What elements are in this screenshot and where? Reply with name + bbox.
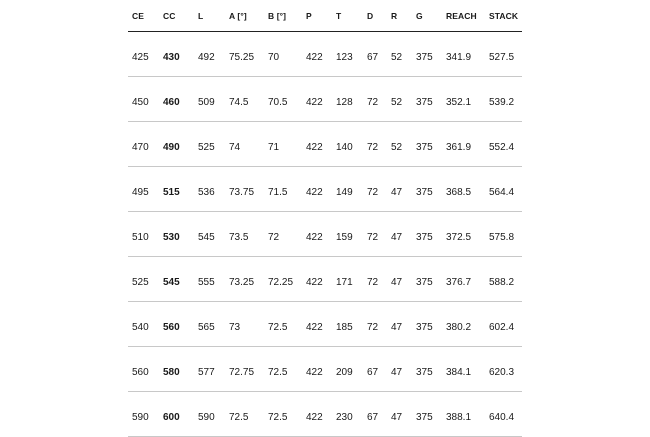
- table-row: [128, 32, 522, 77]
- cell-g: 375: [416, 232, 433, 243]
- cell-d: 72: [367, 142, 379, 153]
- header-p: P: [306, 11, 312, 21]
- cell-t: 128: [336, 97, 353, 108]
- cell-g: 375: [416, 277, 433, 288]
- cell-t: 140: [336, 142, 353, 153]
- cell-l: 536: [198, 187, 215, 198]
- cell-a: 75.25: [229, 52, 255, 63]
- cell-l: 492: [198, 52, 215, 63]
- cell-stack: 539.2: [489, 97, 515, 108]
- cell-d: 67: [367, 412, 379, 423]
- cell-cc: 560: [163, 322, 180, 333]
- cell-b: 70.5: [268, 97, 288, 108]
- cell-cc: 490: [163, 142, 180, 153]
- cell-t: 185: [336, 322, 353, 333]
- cell-r: 52: [391, 142, 403, 153]
- cell-g: 375: [416, 52, 433, 63]
- cell-a: 74.5: [229, 97, 249, 108]
- cell-t: 159: [336, 232, 353, 243]
- cell-r: 47: [391, 277, 403, 288]
- cell-r: 47: [391, 367, 403, 378]
- cell-p: 422: [306, 142, 323, 153]
- cell-l: 509: [198, 97, 215, 108]
- geometry-table: [128, 0, 522, 437]
- cell-p: 422: [306, 52, 323, 63]
- cell-ce: 425: [132, 52, 149, 63]
- cell-g: 375: [416, 187, 433, 198]
- cell-r: 47: [391, 322, 403, 333]
- cell-b: 72: [268, 232, 280, 243]
- cell-b: 72.5: [268, 412, 288, 423]
- cell-b: 71.5: [268, 187, 288, 198]
- cell-g: 375: [416, 412, 433, 423]
- cell-stack: 564.4: [489, 187, 515, 198]
- cell-ce: 450: [132, 97, 149, 108]
- cell-d: 72: [367, 232, 379, 243]
- cell-l: 545: [198, 232, 215, 243]
- cell-ce: 525: [132, 277, 149, 288]
- cell-p: 422: [306, 97, 323, 108]
- cell-t: 149: [336, 187, 353, 198]
- cell-cc: 515: [163, 187, 180, 198]
- table-row: [128, 257, 522, 302]
- cell-reach: 368.5: [446, 187, 472, 198]
- cell-cc: 430: [163, 52, 180, 63]
- cell-cc: 460: [163, 97, 180, 108]
- header-cc: CC: [163, 11, 176, 21]
- header-reach: REACH: [446, 11, 477, 21]
- cell-reach: 380.2: [446, 322, 472, 333]
- table-header-row: [128, 0, 522, 32]
- cell-stack: 602.4: [489, 322, 515, 333]
- cell-g: 375: [416, 322, 433, 333]
- cell-ce: 470: [132, 142, 149, 153]
- cell-d: 72: [367, 277, 379, 288]
- cell-p: 422: [306, 277, 323, 288]
- cell-t: 123: [336, 52, 353, 63]
- cell-stack: 588.2: [489, 277, 515, 288]
- cell-ce: 560: [132, 367, 149, 378]
- header-ce: CE: [132, 11, 145, 21]
- cell-a: 73.5: [229, 232, 249, 243]
- cell-cc: 545: [163, 277, 180, 288]
- cell-reach: 361.9: [446, 142, 472, 153]
- table-row: [128, 167, 522, 212]
- header-t: T: [336, 11, 342, 21]
- cell-reach: 352.1: [446, 97, 472, 108]
- cell-b: 72.25: [268, 277, 294, 288]
- cell-stack: 575.8: [489, 232, 515, 243]
- cell-ce: 540: [132, 322, 149, 333]
- cell-stack: 527.5: [489, 52, 515, 63]
- cell-ce: 590: [132, 412, 149, 423]
- cell-stack: 552.4: [489, 142, 515, 153]
- table-row: [128, 347, 522, 392]
- cell-a: 74: [229, 142, 241, 153]
- cell-a: 73: [229, 322, 241, 333]
- cell-g: 375: [416, 142, 433, 153]
- cell-l: 577: [198, 367, 215, 378]
- cell-l: 525: [198, 142, 215, 153]
- cell-b: 72.5: [268, 322, 288, 333]
- cell-t: 171: [336, 277, 353, 288]
- cell-a: 72.5: [229, 412, 249, 423]
- cell-r: 52: [391, 97, 403, 108]
- header-d: D: [367, 11, 374, 21]
- header-r: R: [391, 11, 398, 21]
- cell-g: 375: [416, 97, 433, 108]
- table-row: [128, 302, 522, 347]
- cell-b: 72.5: [268, 367, 288, 378]
- cell-p: 422: [306, 232, 323, 243]
- cell-l: 565: [198, 322, 215, 333]
- cell-d: 72: [367, 322, 379, 333]
- cell-p: 422: [306, 187, 323, 198]
- header-b: B [°]: [268, 11, 287, 21]
- cell-cc: 580: [163, 367, 180, 378]
- header-g: G: [416, 11, 423, 21]
- cell-t: 209: [336, 367, 353, 378]
- table-row: [128, 392, 522, 437]
- cell-r: 47: [391, 232, 403, 243]
- cell-ce: 495: [132, 187, 149, 198]
- cell-r: 47: [391, 412, 403, 423]
- header-l: L: [198, 11, 204, 21]
- cell-r: 47: [391, 187, 403, 198]
- cell-b: 70: [268, 52, 280, 63]
- cell-l: 555: [198, 277, 215, 288]
- cell-stack: 640.4: [489, 412, 515, 423]
- header-a: A [°]: [229, 11, 247, 21]
- cell-a: 73.25: [229, 277, 255, 288]
- cell-cc: 530: [163, 232, 180, 243]
- cell-d: 72: [367, 187, 379, 198]
- cell-reach: 372.5: [446, 232, 472, 243]
- cell-ce: 510: [132, 232, 149, 243]
- cell-reach: 376.7: [446, 277, 472, 288]
- cell-b: 71: [268, 142, 280, 153]
- header-stack: STACK: [489, 11, 519, 21]
- cell-stack: 620.3: [489, 367, 515, 378]
- cell-p: 422: [306, 367, 323, 378]
- table-row: [128, 77, 522, 122]
- cell-a: 72.75: [229, 367, 255, 378]
- cell-d: 67: [367, 367, 379, 378]
- table-body: [128, 32, 522, 437]
- cell-reach: 341.9: [446, 52, 472, 63]
- cell-a: 73.75: [229, 187, 255, 198]
- cell-r: 52: [391, 52, 403, 63]
- cell-t: 230: [336, 412, 353, 423]
- cell-p: 422: [306, 412, 323, 423]
- cell-p: 422: [306, 322, 323, 333]
- cell-d: 67: [367, 52, 379, 63]
- table-row: [128, 212, 522, 257]
- cell-reach: 388.1: [446, 412, 472, 423]
- cell-reach: 384.1: [446, 367, 472, 378]
- cell-g: 375: [416, 367, 433, 378]
- cell-d: 72: [367, 97, 379, 108]
- cell-cc: 600: [163, 412, 180, 423]
- table-row: [128, 122, 522, 167]
- cell-l: 590: [198, 412, 215, 423]
